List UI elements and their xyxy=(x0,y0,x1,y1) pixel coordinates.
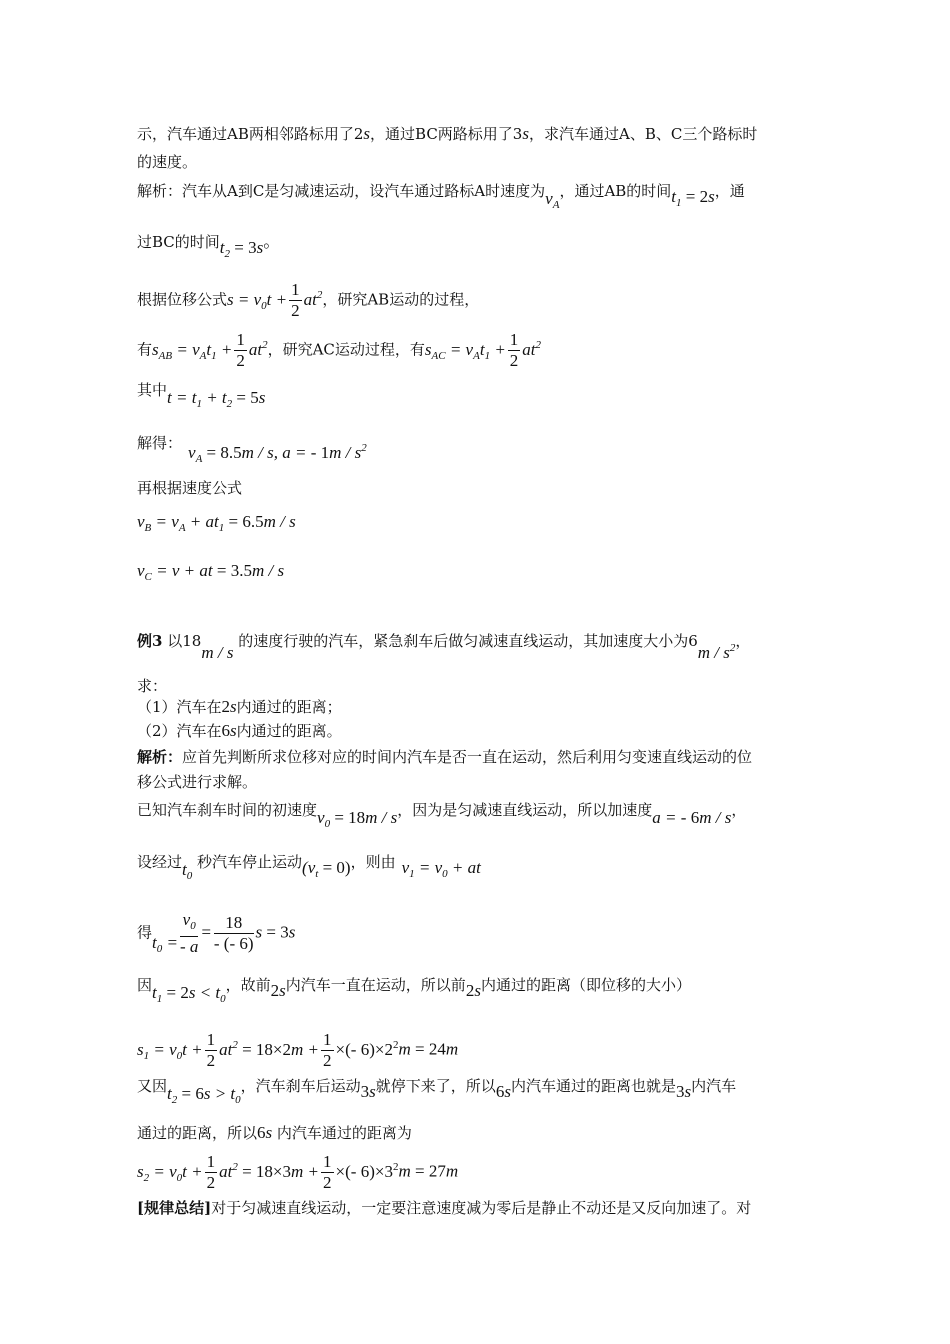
paragraph-line: 再根据速度公式 xyxy=(137,479,243,497)
formula-line: 根据位移公式$s = v_0t$ + $\frac{1}{2}$ $at^2$，研究AB运动的过程， xyxy=(137,280,480,320)
paragraph-line: 示，汽车通过AB两相邻路标用了2s，通过BC两路标用了3s，求汽车通过A、B、C三个路标时 xyxy=(137,124,758,143)
formula-line: $v_B = v_A + at_1 = 6.5m / s$ xyxy=(137,512,296,534)
paragraph-line: 通过的距离，所以6s 内汽车通过的距离为 xyxy=(137,1123,412,1142)
question-item: （1）汽车在2s内通过的距离； xyxy=(137,697,342,716)
formula-line: 有$s_{AB} = v_At_1$ + $\frac{1}{2}$ $at^2$，研究AC运动过程，有$s_{AC} = v_At_1$ + $\frac{1}{2}$ $at^2$ xyxy=(137,330,542,370)
formula-line: 因$t_1 = 2s < t_0$，故前2s内汽车一直在运动，所以前2s内通过的距离（即位移的大小） xyxy=(137,976,691,1005)
summary-line: [规律总结]对于匀减速直线运动，一定要注意速度减为零后是静止不动还是又反向加速了。对 xyxy=(137,1199,752,1217)
formula-line: 又因$t_2 = 6s > t_0$，汽车刹车后运动3s就停下来了，所以6s内汽车通过的距离也就是3s内汽车 xyxy=(137,1077,737,1106)
paragraph-line: 解析：应首先判断所求位移对应的时间内汽车是否一直在运动，然后利用匀变速直线运动的位 xyxy=(137,748,753,766)
formula-line: 其中$t = t_1 + t_2 = 5s$ xyxy=(137,381,266,410)
paragraph-line: 的速度。 xyxy=(137,153,198,171)
question-item: （2）汽车在6s内通过的距离。 xyxy=(137,721,342,740)
formula-line: $v_C = v$ + at = 3.5m / s xyxy=(137,561,285,583)
formula-line: 得$t_0$ = $\frac{v_0}{- a}$ = $\frac{18}{- (- 6)}$ s = 3s xyxy=(137,910,296,956)
formula-line: 已知汽车刹车时间的初速度$v_0 = 18m / s$，因为是匀减速直线运动，所以加速度a = - 6m / s， xyxy=(137,801,747,830)
example-heading: 例3 以18m / s 的速度行驶的汽车，紧急刹车后做匀减速直线运动，其加速度大小为$6m / s^2$， xyxy=(137,632,751,662)
formula-line: 设经过$t_0$ 秒汽车停止运动$(v_t = 0)$，则由 $v_1 = v_0$ + at xyxy=(137,853,481,882)
formula-line: $s_1 = v_0t$ + $\frac{1}{2}$ $at^2 = 18\times 2m$ + $\frac{1}{2}$ ×(- $6)\times 2^2m = 24m$ xyxy=(137,1030,459,1070)
paragraph-line: 过BC的时间$t_2 = 3s$。 xyxy=(137,232,281,260)
paragraph-line: 移公式进行求解。 xyxy=(137,773,258,791)
formula-line: 解得： $v_A = 8.5m / s$, a = - $1m / s^2$ xyxy=(137,434,367,465)
formula-line: $s_2 = v_0t$ + $\frac{1}{2}$ $at^2 = 18\times 3m$ + $\frac{1}{2}$ ×(- $6)\times 3^2m = 27m$ xyxy=(137,1152,459,1192)
paragraph-line: 求： xyxy=(137,677,168,695)
paragraph-line: 解析：汽车从A到C是匀减速运动，设汽车通过路标A时速度为$v_A$，通过AB的时间$t_1 = 2s$，通 xyxy=(137,182,745,211)
